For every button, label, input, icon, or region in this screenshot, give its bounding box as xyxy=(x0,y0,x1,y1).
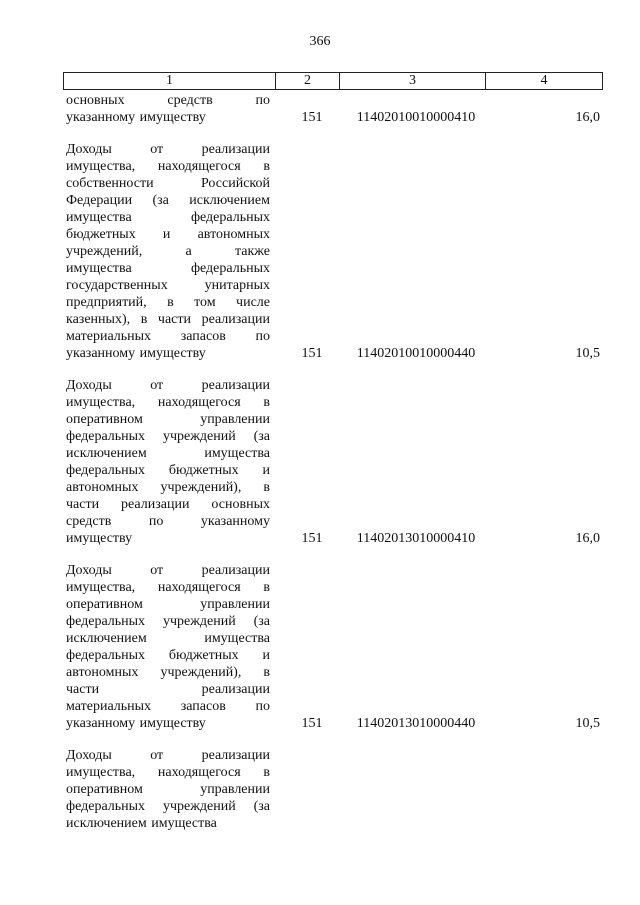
row-description xyxy=(63,747,270,832)
description-line: части реализации основных xyxy=(66,497,270,512)
description-line: материальных запасов по xyxy=(66,699,270,714)
header-cell-2: 2 xyxy=(276,73,340,89)
description-line: Федерации (за исключением xyxy=(66,193,270,208)
table-row xyxy=(63,377,603,547)
row-admin-code: 151 xyxy=(301,346,323,361)
description-line: исключением имущества xyxy=(66,631,270,646)
row-amount: 10,5 xyxy=(575,716,600,731)
table-row xyxy=(63,747,603,832)
description-line: федеральных бюджетных и xyxy=(66,463,270,478)
description-line: средств по указанному xyxy=(66,514,270,529)
description-line: исключением имущества xyxy=(66,446,270,461)
description-line: основных средств по xyxy=(66,93,270,108)
header-cell-4: 4 xyxy=(540,73,548,88)
row-amount: 16,0 xyxy=(575,531,600,546)
row-description xyxy=(63,562,270,732)
description-line: бюджетных и автономных xyxy=(66,227,270,242)
description-line: оперативном управлении xyxy=(66,782,270,797)
description-line: казенных), в части реализации xyxy=(66,312,270,327)
description-line: имущества, находящегося в xyxy=(66,159,270,174)
description-line: оперативном управлении xyxy=(66,597,270,612)
description-line: федеральных учреждений (за xyxy=(66,614,270,629)
row-description xyxy=(63,92,270,126)
description-line: учреждений, а также xyxy=(66,244,270,259)
description-line: предприятий, в том числе xyxy=(66,295,270,310)
row-admin-code: 151 xyxy=(301,110,323,125)
row-description xyxy=(63,377,270,547)
row-budget-code: 11402013010000410 xyxy=(356,531,476,546)
row-budget-code: 11402010010000410 xyxy=(356,110,476,125)
row-budget-code: 11402010010000440 xyxy=(356,346,476,361)
description-line: Доходы от реализации xyxy=(66,378,270,393)
description-line: исключением имущества xyxy=(66,816,217,831)
description-line: федеральных учреждений (за xyxy=(66,429,270,444)
row-admin-code: 151 xyxy=(301,531,323,546)
table-row xyxy=(63,562,603,732)
description-line: имущества федеральных xyxy=(66,261,270,276)
row-budget-code: 11402013010000440 xyxy=(356,716,476,731)
row-amount: 10,5 xyxy=(575,346,600,361)
row-amount: 16,0 xyxy=(575,110,600,125)
description-line: Доходы от реализации xyxy=(66,142,270,157)
header-cell-3: 3 xyxy=(340,73,486,89)
description-line: имущества, находящегося в xyxy=(66,395,270,410)
table-row xyxy=(63,92,603,126)
description-line: имуществу xyxy=(66,531,133,546)
description-line: указанному имуществу xyxy=(66,110,206,125)
description-line: государственных унитарных xyxy=(66,278,270,293)
description-line: указанному имуществу xyxy=(66,346,206,361)
description-line: автономных учреждений), в xyxy=(66,665,270,680)
description-line: указанному имуществу xyxy=(66,716,206,731)
table-body xyxy=(63,92,603,847)
description-line: имущества, находящегося в xyxy=(66,765,270,780)
description-line: оперативном управлении xyxy=(66,412,270,427)
description-line: федеральных бюджетных и xyxy=(66,648,270,663)
table-row xyxy=(63,141,603,362)
description-line: федеральных учреждений (за xyxy=(66,799,270,814)
description-line: автономных учреждений), в xyxy=(66,480,270,495)
row-description xyxy=(63,141,270,362)
description-line: Доходы от реализации xyxy=(66,563,270,578)
description-line: собственности Российской xyxy=(66,176,270,191)
description-line: имущества федеральных xyxy=(66,210,270,225)
row-admin-code: 151 xyxy=(301,716,323,731)
description-line: имущества, находящегося в xyxy=(66,580,270,595)
description-line: части реализации xyxy=(66,682,270,697)
header-cell-1: 1 xyxy=(64,73,276,89)
description-line: Доходы от реализации xyxy=(66,748,270,763)
table-header-row xyxy=(63,72,603,90)
page-number: 366 xyxy=(309,34,331,49)
description-line: материальных запасов по xyxy=(66,329,270,344)
